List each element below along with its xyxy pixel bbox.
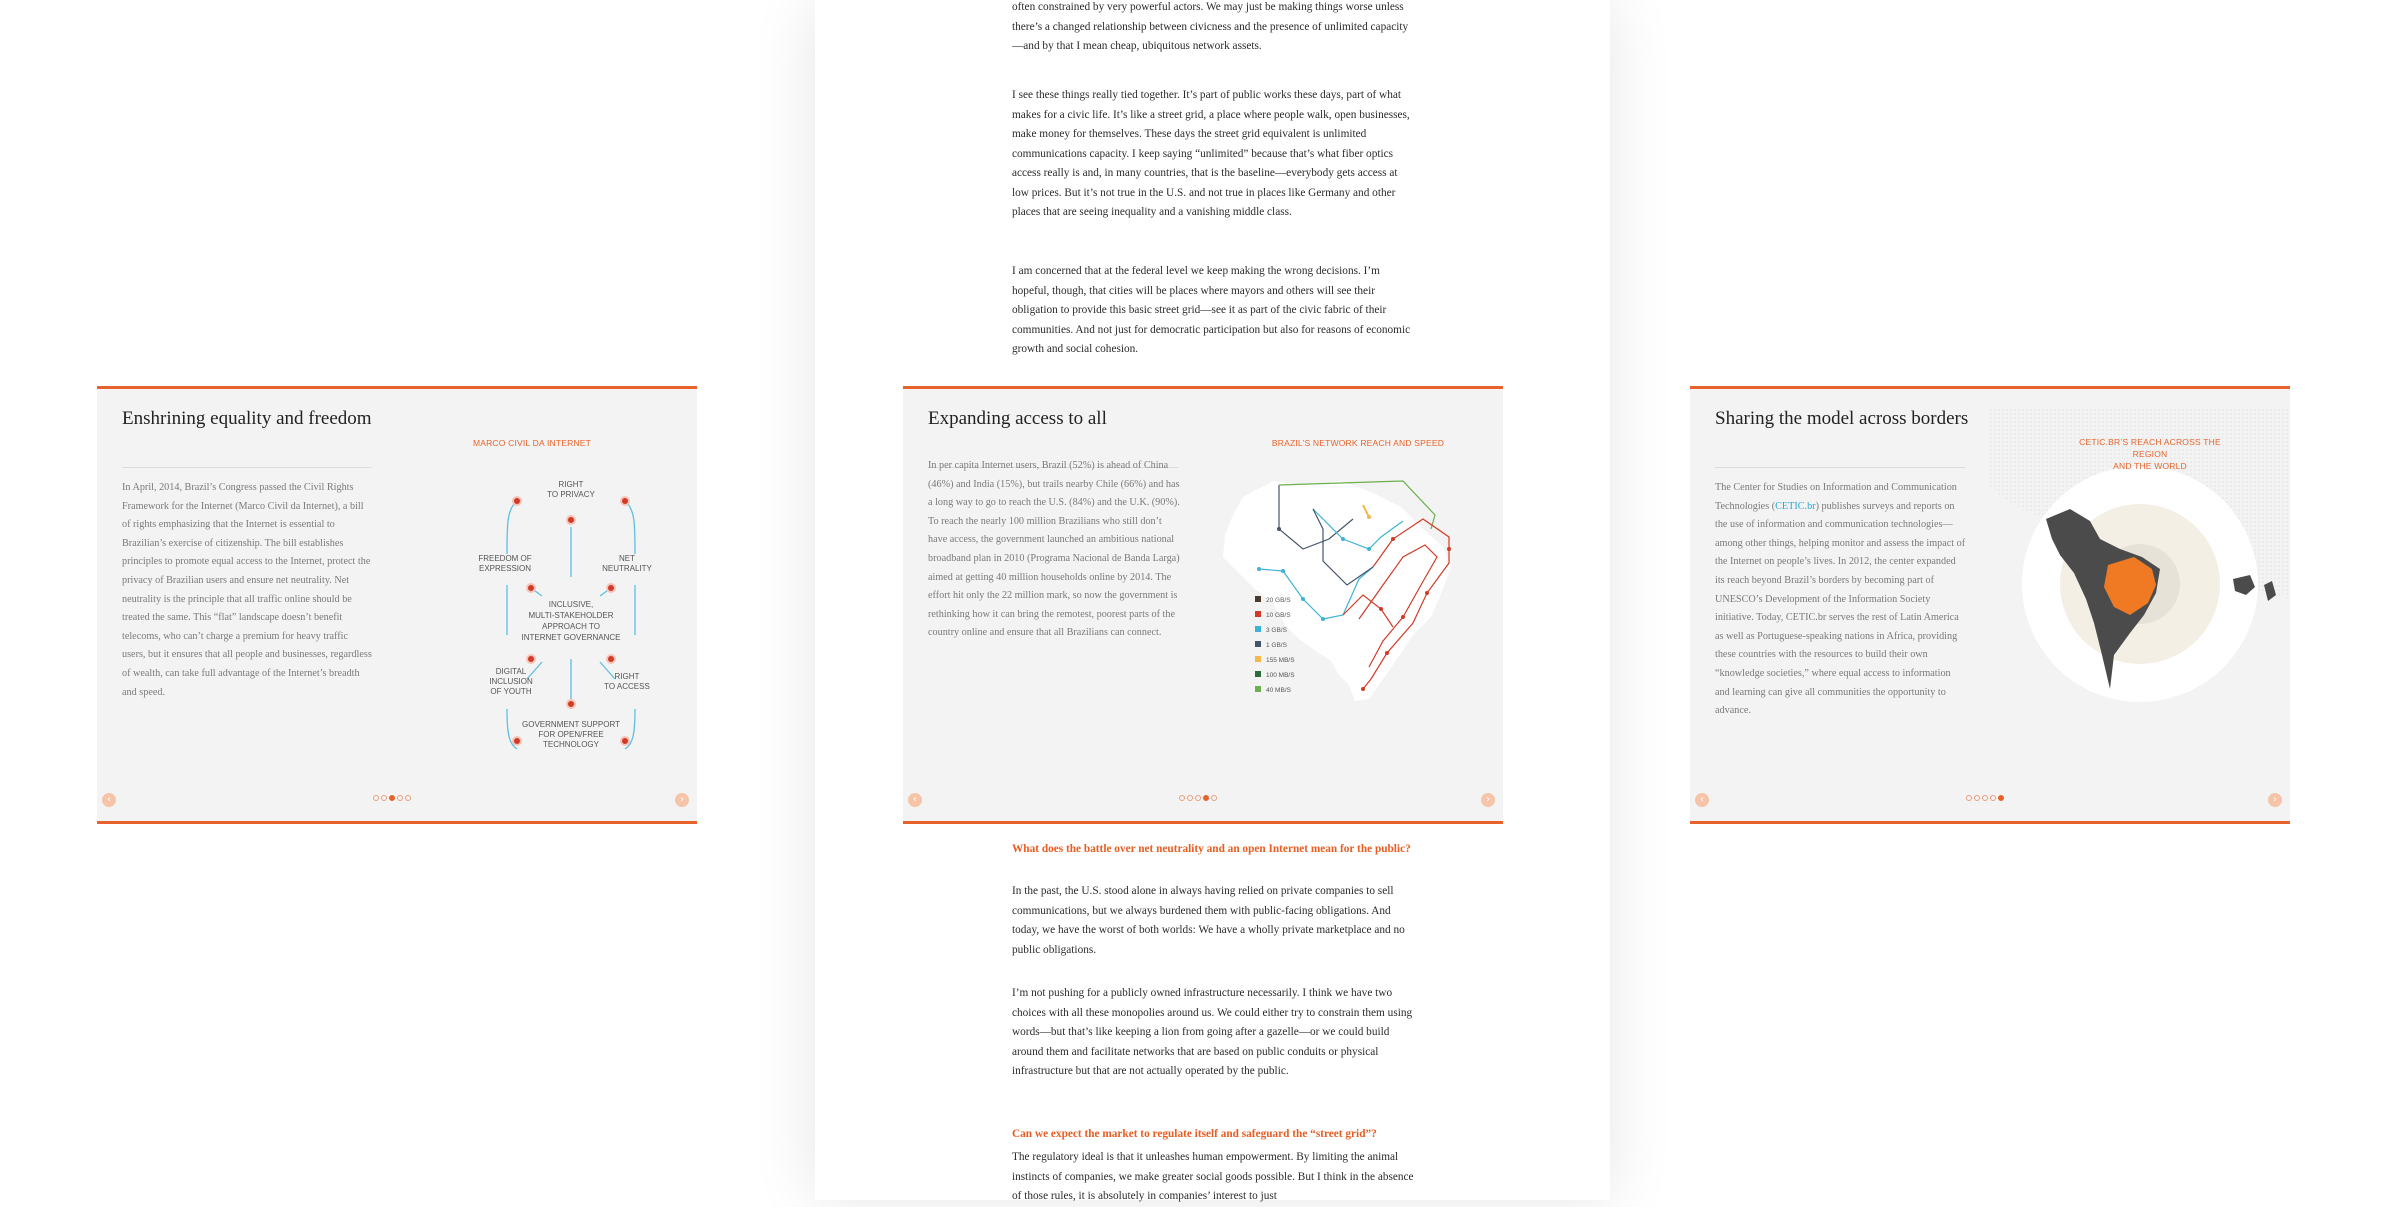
legend-swatch — [1255, 671, 1261, 677]
label-privacy: TO PRIVACY — [547, 490, 595, 499]
marco-civil-diagram — [97, 389, 697, 824]
map-title: CETIC.BR’S REACH ACROSS THE REGION AND THE WORLD — [2079, 437, 2221, 471]
carousel-dot[interactable] — [1990, 795, 1996, 801]
card-title: Sharing the model across borders — [1715, 408, 1969, 429]
legend-swatch — [1255, 626, 1261, 632]
carousel-dot[interactable] — [1179, 795, 1185, 801]
node-dot — [513, 737, 521, 745]
label-access: TO ACCESS — [604, 682, 650, 691]
prev-arrow-button[interactable]: ‹ — [908, 793, 922, 807]
network-node — [1257, 567, 1261, 571]
article-paragraph: In the past, the U.S. stood alone in always having relied on private companies to sell communications, but we always burdened them with public-facing obligations. And today, we have the worst of both worlds: We have a wholly private marketplace and no public obligations. — [1012, 885, 1405, 956]
prev-arrow-button[interactable]: ‹ — [1695, 793, 1709, 807]
article-paragraph: I’m not pushing for a publicly owned infrastructure necessarily. I think we have two choices with all these monopolies around us. We could either try to constrain them using words—but that’s like keeping a lion from going after a gazelle—or we could build around them and facilitate networks that are based on public conduits or physical infrastructure but that are not actually operated by the public. — [1012, 987, 1413, 1077]
carousel-dots — [1179, 795, 1217, 803]
network-node — [1321, 617, 1325, 621]
connector-line — [507, 501, 517, 554]
network-node — [1277, 527, 1281, 531]
network-node — [1367, 547, 1371, 551]
connector-line — [625, 501, 635, 554]
node-dot — [567, 516, 575, 524]
cetic-link[interactable]: CETIC.br — [1775, 500, 1816, 512]
node-dot — [527, 655, 535, 663]
label-expression: FREEDOM OF — [478, 554, 532, 563]
carousel-card-borders — [1690, 386, 2290, 824]
label-expression: EXPRESSION — [478, 564, 532, 573]
carousel-dots — [1966, 795, 2004, 803]
legend-swatch — [1255, 611, 1261, 617]
node-dot — [513, 497, 521, 505]
article-question: What does the battle over net neutrality and an open Internet mean for the public? — [1012, 843, 1411, 855]
label-government: GOVERNMENT SUPPORT — [522, 720, 620, 729]
network-node — [1367, 515, 1371, 519]
node-dot — [527, 584, 535, 592]
node-dot — [621, 497, 629, 505]
network-node — [1385, 651, 1389, 655]
label-neutrality: NET — [619, 554, 635, 563]
article-paragraph: The regulatory ideal is that it unleashes human empowerment. By limiting the animal instincts of companies, we make greater social goods possible. But I think in the absence of those rules, it is absolutely in companies’ interest to just — [1012, 1151, 1414, 1202]
card-title: Enshrining equality and freedom — [122, 408, 372, 429]
legend-label: 40 MB/S — [1266, 687, 1291, 694]
article-paragraph: often constrained by very powerful actors. We may just be making things worse unless there’s a changed relationship between civicness and the presence of unlimited capacity—and by that I mean cheap, ubiquitous network assets. — [1012, 1, 1409, 52]
diagram-title: MARCO CIVIL DA INTERNET — [472, 438, 592, 448]
node-dot — [621, 737, 629, 745]
network-node — [1379, 607, 1383, 611]
label-digital: INCLUSION — [489, 677, 533, 686]
legend-label: 100 MB/S — [1266, 672, 1295, 679]
legend-swatch — [1255, 641, 1261, 647]
label-privacy: RIGHT — [558, 480, 584, 489]
label-digital: OF YOUTH — [490, 687, 532, 696]
brazil-network-map — [903, 389, 1503, 824]
label-center: APPROACH TO — [542, 622, 600, 631]
label-neutrality: NEUTRALITY — [602, 564, 652, 573]
carousel-card-equality — [97, 386, 697, 824]
carousel-dots — [373, 795, 411, 803]
card-body: In April, 2014, Brazil’s Congress passed the Civil Rights Framework for the Internet (Marco Civil da Internet), a bill of rights emphasizing that the Internet is essential to Brazilian’s exercise of citizenship. The bill establishes principles to promote equal access to the Internet, protect the privacy of Brazilian users and ensure net neutrality. Net neutrality is the principle that all traffic online should be treated the same. This “flat” landscape doesn’t benefit telecoms, who can’t charge a premium for heavy traffic users, but it ensures that all people and businesses, regardless of wealth, can take full advantage of the Internet’s breadth and speed. — [122, 482, 372, 698]
network-node — [1361, 687, 1365, 691]
next-arrow-button[interactable]: › — [2268, 793, 2282, 807]
article-question: Can we expect the market to regulate itself and safeguard the “street grid”? — [1012, 1128, 1377, 1140]
card-body: The Center for Studies on Information and Communication Technologies (CETIC.br) publishes surveys and reports on the use of information and communication technologies—among other things, helping monitor and assess the impact of the Internet on people’s lives. In 2012, the center expanded its reach beyond Brazil’s borders by becoming part of UNESCO’s Development of the Information Society initiative. Today, CETIC.br serves the rest of Latin America as well as Portuguese-speaking nations in Africa, providing these countries with the resources to build their own “knowledge societies,” where equal access to information and learning can give all communities the opportunity to advance. — [1715, 482, 1966, 717]
node-dot — [607, 584, 615, 592]
carousel-dot[interactable] — [1974, 795, 1980, 801]
legend-label: 155 MB/S — [1266, 657, 1295, 664]
label-access: RIGHT — [614, 672, 640, 681]
network-node — [1281, 569, 1285, 573]
divider — [1715, 467, 1965, 468]
legend-label: 1 GB/S — [1266, 642, 1287, 649]
article-paragraph: I am concerned that at the federal level we keep making the wrong decisions. I’m hopeful, though, that cities will be places where mayors and others will see their obligation to provide this basic street grid—see it as part of the civic fabric of their communities. And not just for democratic participation but also for reasons of economic growth and social cohesion. — [1012, 265, 1411, 355]
carousel-dot-active[interactable] — [1203, 795, 1209, 801]
carousel-dot-active[interactable] — [1998, 795, 2004, 801]
card-body: In per capita Internet users, Brazil (52%) is ahead of China (46%) and India (15%), but trails nearby Chile (66%) and has a long way to go to reach the U.S. (84%) and the U.K. (90%). To reach the nearly 100 million Brazilians who still don’t have access, the government launched an ambitious national broadband plan in 2010 (Programa Nacional de Banda Larga) aimed at getting 40 million households online by 2014. The effort hit only the 22 million mark, so now the government is rethinking how it can bring the remotest, poorest parts of the country online and ensure that all Brazilians can connect. — [928, 460, 1180, 639]
map-title: BRAZIL’S NETWORK REACH AND SPEED — [1271, 438, 1445, 448]
legend-swatch — [1255, 656, 1261, 662]
connector-line — [600, 662, 615, 679]
carousel-dot[interactable] — [405, 795, 411, 801]
article-paragraph: I see these things really tied together. It’s part of public works these days, part of what makes for a civic life. It’s like a street grid, a place where people walk, open businesses, make money for themselves. These days the street grid equivalent is unlimited communications capacity. I keep saying “unlimited” because that’s what fiber optics access really is and, in many countries, that is the baseline—everybody gets access at low prices. But it’s not true in the U.S. and not true in places like Germany and other places that are seeing inequality and a vanishing middle class. — [1012, 89, 1410, 218]
card-title: Expanding access to all — [928, 408, 1107, 429]
legend-label: 20 GB/S — [1266, 597, 1291, 604]
carousel-dot[interactable] — [1195, 795, 1201, 801]
carousel-dot[interactable] — [1982, 795, 1988, 801]
legend-label: 10 GB/S — [1266, 612, 1291, 619]
carousel-dot[interactable] — [1211, 795, 1217, 801]
carousel-dot[interactable] — [381, 795, 387, 801]
legend-swatch — [1255, 596, 1261, 602]
label-digital: DIGITAL — [495, 667, 527, 676]
carousel-dot[interactable] — [1187, 795, 1193, 801]
label-center: INTERNET GOVERNANCE — [521, 633, 621, 642]
label-center: INCLUSIVE, — [548, 600, 594, 609]
next-arrow-button[interactable]: › — [1481, 793, 1495, 807]
carousel-dot-active[interactable] — [389, 795, 395, 801]
carousel-dot[interactable] — [1966, 795, 1972, 801]
legend-label: 3 GB/S — [1266, 627, 1287, 634]
next-arrow-button[interactable]: › — [675, 793, 689, 807]
carousel-dot[interactable] — [397, 795, 403, 801]
network-node — [1447, 547, 1451, 551]
network-node — [1425, 591, 1429, 595]
carousel-card-access — [903, 386, 1503, 824]
node-dot — [607, 655, 615, 663]
label-government: FOR OPEN/FREE — [538, 730, 604, 739]
network-node — [1391, 537, 1395, 541]
label-government: TECHNOLOGY — [542, 740, 600, 749]
network-node — [1341, 537, 1345, 541]
network-node — [1401, 615, 1405, 619]
network-node — [1301, 597, 1305, 601]
node-dot — [567, 700, 575, 708]
carousel-dot[interactable] — [373, 795, 379, 801]
brazil-outline — [1223, 481, 1451, 701]
label-center: MULTI-STAKEHOLDER — [528, 611, 614, 620]
prev-arrow-button[interactable]: ‹ — [102, 793, 116, 807]
legend-swatch — [1255, 686, 1261, 692]
